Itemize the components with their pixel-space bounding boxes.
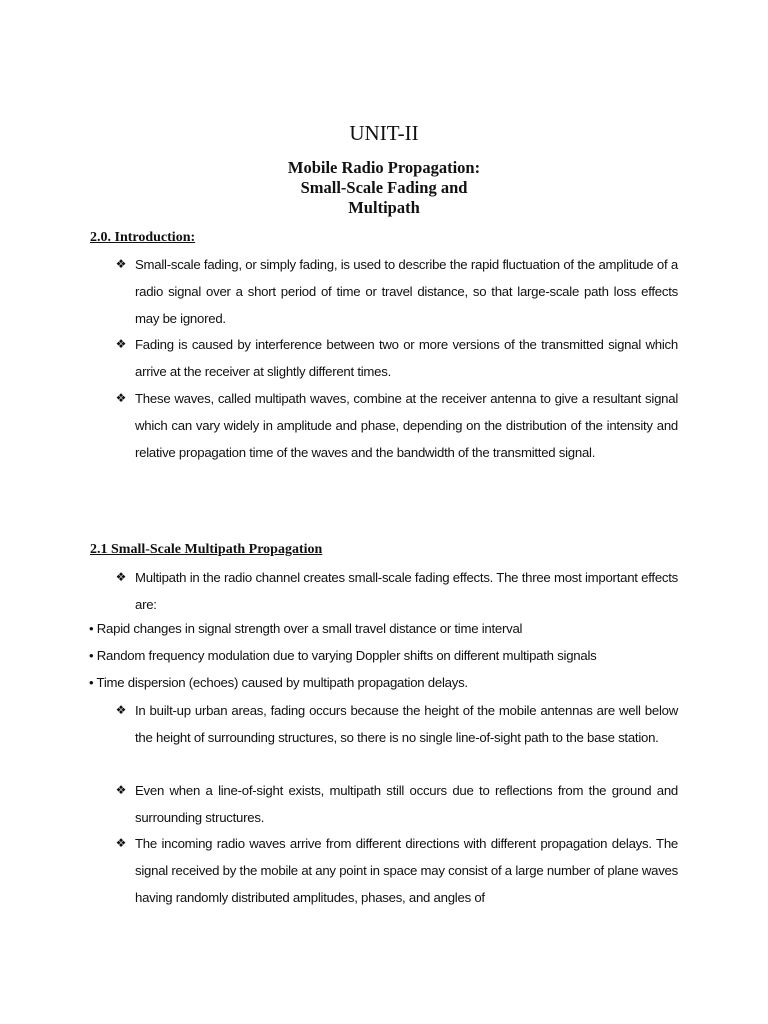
diamond-bullet-icon: ❖: [115, 337, 127, 351]
bullet-text: Fading is caused by interference between two or more versions of the transmitted signal which arrive at the receiver at slightly different times.: [135, 337, 678, 379]
multipath-bullet-1: [115, 697, 678, 751]
section-heading-introduction: 2.0. Introduction:: [90, 230, 196, 245]
diamond-bullet-icon: ❖: [115, 570, 127, 584]
effect-item: • Time dispersion (echoes) caused by multipath propagation delays.: [89, 675, 468, 690]
subtitle-line: Mobile Radio Propagation:: [287, 158, 481, 177]
bullet-text: Multipath in the radio channel creates small-scale fading effects. The three most important effects are:: [135, 570, 678, 612]
intro-bullet-3: [115, 385, 678, 466]
multipath-intro-bullet: [115, 564, 678, 618]
unit-title: UNIT-II: [349, 121, 419, 145]
diamond-bullet-icon: ❖: [115, 257, 127, 271]
subtitle-line: Multipath: [348, 198, 420, 217]
intro-bullet-2: [115, 331, 678, 385]
bullet-text: Even when a line-of-sight exists, multipath still occurs due to reflections from the ground and surrounding structures.: [135, 783, 678, 825]
bullet-text: The incoming radio waves arrive from different directions with different propagation delays. The signal received by the mobile at any point in space may consist of a large number of plane waves having randomly distributed amplitudes, phases, and angles of: [135, 836, 678, 905]
diamond-bullet-icon: ❖: [115, 703, 127, 717]
diamond-bullet-icon: ❖: [115, 391, 127, 405]
subtitle-line: Small-Scale Fading and: [300, 178, 468, 197]
section-heading-multipath: 2.1 Small-Scale Multipath Propagation: [90, 542, 323, 557]
effect-item: • Random frequency modulation due to varying Doppler shifts on different multipath signals: [89, 648, 597, 663]
document-subtitle: [0, 158, 768, 218]
multipath-bullet-2: [115, 777, 678, 831]
diamond-bullet-icon: ❖: [115, 783, 127, 797]
effect-item: • Rapid changes in signal strength over a small travel distance or time interval: [89, 621, 523, 636]
bullet-text: These waves, called multipath waves, combine at the receiver antenna to give a resultant signal which can vary widely in amplitude and phase, depending on the distribution of the intensity and relative propagation time of the waves and the bandwidth of the transmitted signal.: [135, 391, 678, 460]
multipath-bullet-3: [115, 830, 678, 911]
bullet-text: Small-scale fading, or simply fading, is used to describe the rapid fluctuation of the amplitude of a radio signal over a short period of time or travel distance, so that large-scale path loss effects may be ignored.: [135, 257, 678, 326]
diamond-bullet-icon: ❖: [115, 836, 127, 850]
intro-bullet-1: [115, 251, 678, 332]
bullet-text: In built-up urban areas, fading occurs because the height of the mobile antennas are well below the height of surrounding structures, so there is no single line-of-sight path to the base station.: [135, 703, 678, 745]
